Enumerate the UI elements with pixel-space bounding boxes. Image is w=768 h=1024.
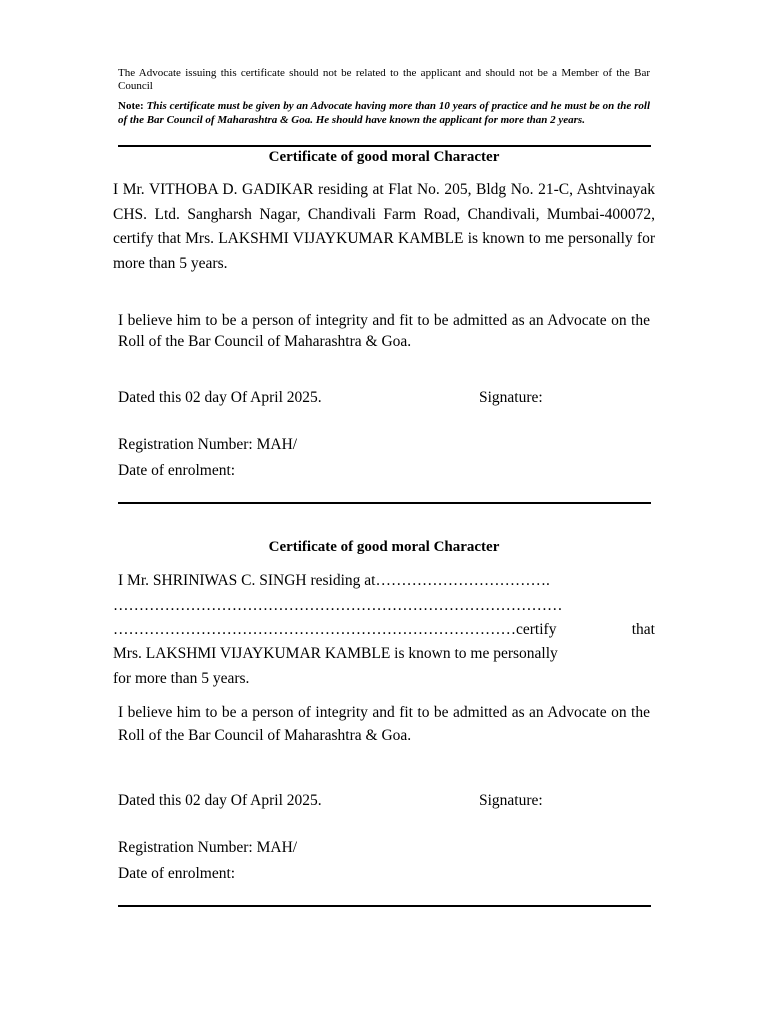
certificate2-dated: Dated this 02 day Of April 2025. xyxy=(118,792,322,809)
certificate2-signature-label: Signature: xyxy=(479,792,543,809)
practice-requirement-note xyxy=(118,100,650,127)
certificate2-title: Certificate of good moral Character xyxy=(268,539,500,555)
certificate2-dotted-line: …………………………………………………………………………… xyxy=(113,597,563,614)
note-label: Note: xyxy=(118,100,144,112)
certificate1-belief: I believe him to be a person of integrity and fit to be admitted as an Advocate on the Roll of the Bar Council of Maharashtra & Goa. xyxy=(118,312,650,350)
certificate2-line3-dots: ……………………………………………………………………certify xyxy=(113,621,557,638)
certificate2-registration: Registration Number: MAH/ xyxy=(118,839,298,856)
certificate2-line5: for more than 5 years. xyxy=(113,670,250,687)
top-divider xyxy=(118,145,651,147)
certificate1-signature-label: Signature: xyxy=(479,389,543,406)
certificate1-registration: Registration Number: MAH/ xyxy=(118,436,298,453)
certificate2-enrolment: Date of enrolment: xyxy=(118,865,236,882)
middle-divider xyxy=(118,502,651,504)
certificate2-line4: Mrs. LAKSHMI VIJAYKUMAR KAMBLE is known to me personally xyxy=(113,645,558,662)
certificate2-line3-end: that xyxy=(631,621,655,638)
certificate2-belief: I believe him to be a person of integrity and fit to be admitted as an Advocate on the Roll of the Bar Council of Maharashtra & Goa. xyxy=(118,704,650,744)
certificate1-dated: Dated this 02 day Of April 2025. xyxy=(118,389,322,406)
certificate1-title: Certificate of good moral Character xyxy=(268,149,500,165)
note-text: This certificate must be given by an Advocate having more than 10 years of practice and he must be on the roll of the Bar Council of Maharashtra & Goa. He should have known the applicant for more than 2 years. xyxy=(118,100,650,126)
advocate-relation-note: The Advocate issuing this certificate should not be related to the applicant and should not be a Member of the Bar Council xyxy=(118,67,650,92)
certificate1-enrolment: Date of enrolment: xyxy=(118,462,236,479)
certificate1-body: I Mr. VITHOBA D. GADIKAR residing at Flat No. 205, Bldg No. 21-C, Ashtvinayak CHS. Ltd. Sangharsh Nagar, Chandivali Farm Road, Chandivali, Mumbai-400072, certify that Mrs. LAKSHMI VIJAYKUMAR KAMBLE is known to me personally for more than 5 years. xyxy=(113,181,655,272)
certificate2-line3 xyxy=(113,621,655,639)
certificate2-line1: I Mr. SHRINIWAS C. SINGH residing at……………………………. xyxy=(118,572,550,589)
bottom-divider xyxy=(118,905,651,907)
